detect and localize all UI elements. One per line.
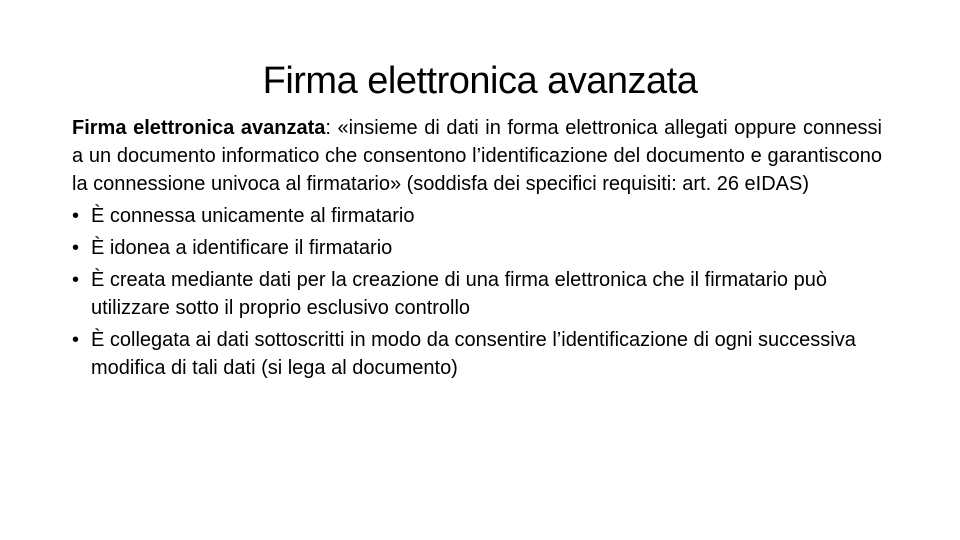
list-item	[72, 326, 882, 382]
slide-title: Firma elettronica avanzata	[262, 60, 698, 102]
bullet-icon: •	[72, 329, 80, 351]
list-item-text: È collegata ai dati sottoscritti in modo da consentire l’identificazione di ogni successiva modifica di tali dati (si lega al documento)	[91, 329, 856, 379]
definition-term: Firma elettronica avanzata	[72, 117, 326, 139]
list-item	[72, 202, 882, 230]
list-item-text: È idonea a identificare il firmatario	[91, 237, 393, 259]
list-item	[72, 266, 882, 322]
requirements-list	[72, 202, 882, 382]
bullet-icon: •	[72, 237, 80, 259]
list-item-text: È creata mediante dati per la creazione di una firma elettronica che il firmatario può utilizzare sotto il proprio esclusivo controllo	[91, 269, 827, 319]
definition-text: : «insieme di dati in forma elettronica allegati oppure connessi a un documento informatico che consentono l’identificazione del documento e garantiscono la connessione univoca al firmatario» (soddisfa dei specifici requisiti: art. 26 eIDAS)	[72, 117, 882, 195]
bullet-icon: •	[72, 269, 80, 291]
list-item	[72, 234, 882, 262]
list-item-text: È connessa unicamente al firmatario	[91, 205, 415, 227]
bullet-icon: •	[72, 205, 80, 227]
slide-body	[72, 114, 882, 386]
definition-paragraph	[72, 114, 882, 198]
